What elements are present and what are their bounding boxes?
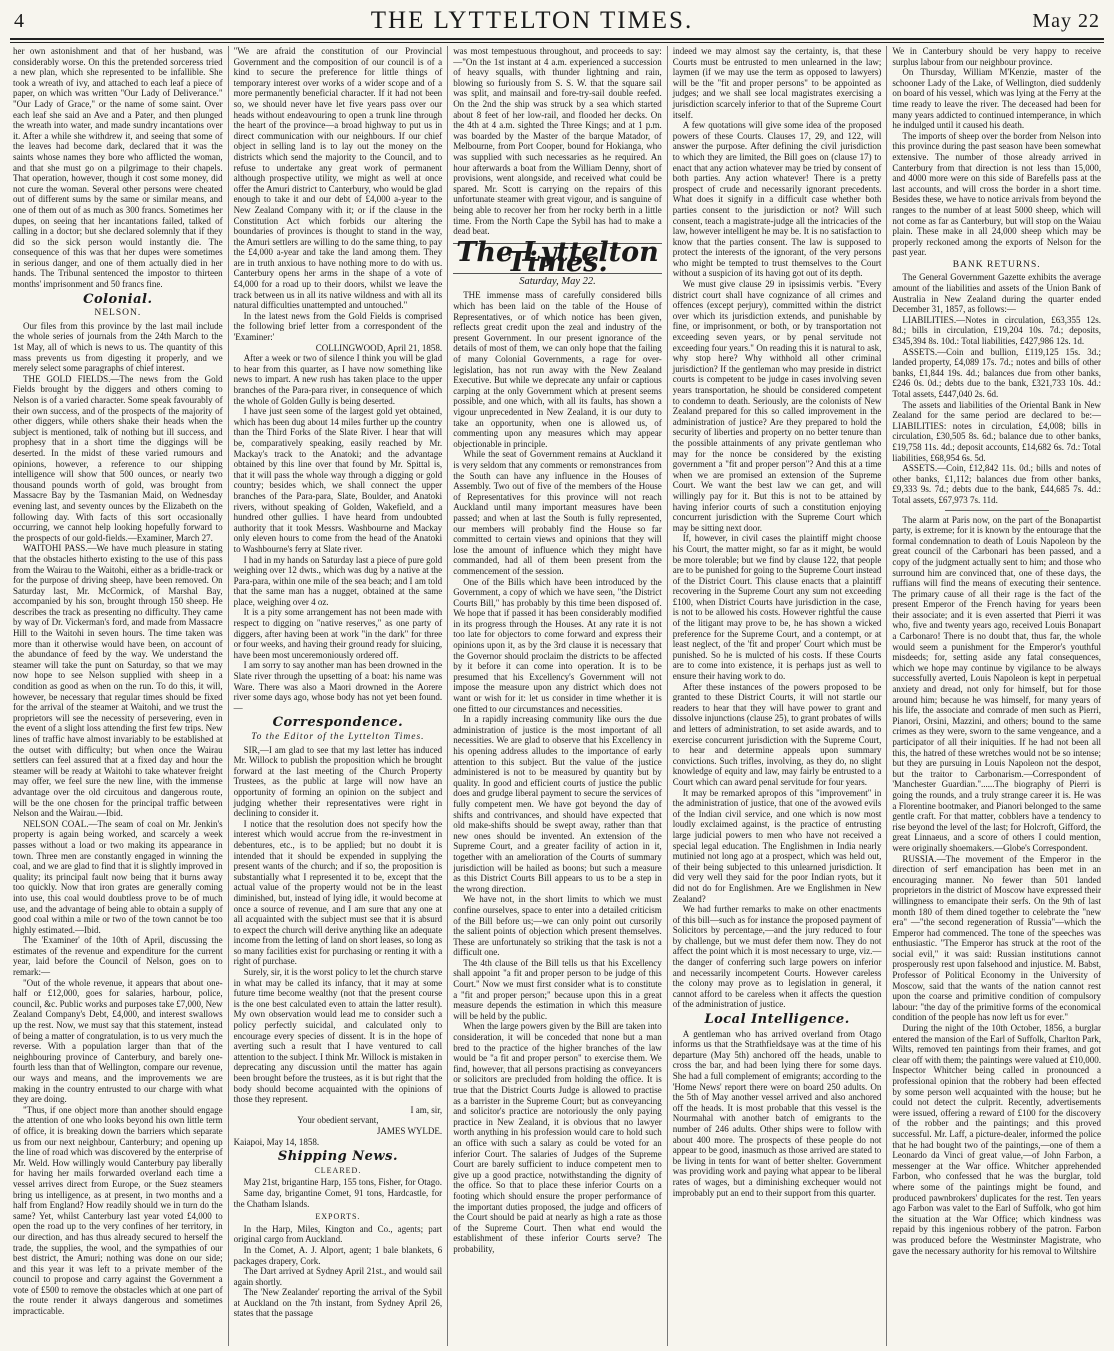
editorial-title: The Lyttelton Times. xyxy=(453,243,662,274)
paragraph: LIABILITIES.—Notes in circulation, £63,355 12s. 8d.; bills in circulation, £19,204 10s. 7d.; deposits, £345,394 8s. 10d.: Total liabilities, £427,986 12s. 1d. xyxy=(892,314,1101,347)
paragraph: THE immense mass of carefully considered bills which has been laid on the table of the House of Representatives, or of which notice has been given, reflects great credit upon the zeal and industry of the present Government. In our present ignorance of the details of most of them, we can only hope that the failing of many Colonial Governments, a rage for over-legislation, has not run away with the New Zealand Executive. But while we deprecate any unfair or captious carping at the only Government which at present seems possible, and one which, with all its faults, has shown a vigour unprecedented in New Zealand, it is our duty to take an opportunity, when one is allowed us, of commenting upon any measures which may appear objectionable in principle. xyxy=(453,290,662,449)
paragraph: Our files from this province by the last mail include the whole series of journals from the 24th March to the 1st May, all of which is news to us. The quantity of this mass prevents us from digesting it properly, and we merely select some paragraphs of chief interest. xyxy=(13,320,223,374)
paragraph: A gentleman who has arrived overland from Otago informs us that the Strathfieldsaye was at the time of his departure (May 5th) anchored off the heads, unable to cross the bar, and had been lying there for some days. She had a full complement of emigrants; according to the 'Home News' report there were on board 250 adults. On the 5th of May another vessel arrived and also anchored off the heads. It is most probable that this vessel is the Nourmahal with another batch of emigrants to the number of 246 adults. Other ships were to follow with about 400 more. The prospects of these people do not appear to be good, inasmuch as those arrived are stated to be living in tents for want of better shelter. Government was providing work and paying what appear to be liberal rates of wages, but a diminishing exchequer would not improbably put an end to their support from this quarter. xyxy=(672,1028,882,1198)
paragraph: was most tempestuous throughout, and proceeds to say:—"On the 1st instant at 4 a.m. experienced a succession of heavy squalls, with thunder lightning and rain, blowing so furiously from S. S. W. that the square sail was split, and mainsail and fore-try-sail double reefed. On the 2nd the ship was struck by a sea which started about 8 feet of her low-rail, and flooded her decks. On the 4th at 4 a.m. sighted the Three Kings; and at 1 p.m. was boarded by the Master of the barque Matador, of Melbourne, from Port Cooper, bound for Hokianga, who was supplied with such necessaries as he required. An hour afterwards a boat from the William Denny, short of provisions, went alongside, and received what could be spared. Mr. Scott is carrying on the repairs of this unfortunate steamer with great vigour, and is sanguine of being able to recover her from her rocky berth in a little time. From the North Cape the Sybil has had to make a dead beat. xyxy=(453,46,662,237)
paragraph: ASSETS.—Coin and bullion, £119,125 15s. 3d.; landed property, £4,089 17s. 7d.; notes and bills of other banks, £1,844 19s. 4d.; balances due from other banks, £246 0s. 0d.; debts due to the bank, £321,733 10s. 4d.: Total assets, £447,040 2s. 6d. xyxy=(892,346,1101,399)
paragraph: The 4th clause of the Bill tells us that his Excellency shall appoint "a fit and proper person to be judge of this Court." Now we must first consider what is to constitute a "fit and proper person;" because upon this in a great measure depends the estimation in which this measure will be held by the public. xyxy=(453,957,662,1021)
paragraph: May 21st, brigantine Harp, 155 tons, Fisher, for Otago. xyxy=(243,1177,442,1188)
paragraph: Surely, sir, it is the worst policy to let the church starve in what may be called its infancy, that it may at some future time become wealthy (not that the present course is the one best calculated even to attain the latter result). My own observation would lead me to consider such a policy perfectly suicidal, and calculated only to encourage every species of dissent. It is in the hope of averting such a result that I have ventured to call attention to the subject. I think Mr. Willock is mistaken in deprecating any discussion until the matter has again been brought before the trustees, as it is but right that the body should become acquainted with the opinions of those they represent. xyxy=(233,967,443,1105)
column-4 xyxy=(667,46,887,1346)
paragraph: A few quotations will give some idea of the proposed powers of these Courts. Clauses 17, 29, and 122, will answer the purpose. After defining the civil jurisdiction to which they are limited, the Bill goes on (clause 17) to enact that any action whatever may be tried by consent of both parties. Any action whatever! There is a pretty prospect of crude and necessarily ignorant precedents. What does it signify in a difficult case whether both parties consent to the jurisdiction or not? Will such consent, teach a magistrate-judge all the intricacies of the law, however intelligent he may be. It is no satisfaction to know that the parties consent. The law is supposed to protect the interests of the ignorant, of the very persons who might be tempted to trust themselves to the Court without a suspicion of its having got out of its depth. xyxy=(672,120,882,279)
separator-rule xyxy=(945,510,1049,511)
paragraph: "Thus, if one object more than another should engage the attention of one who looks beyond his own little term of office, it is breaking down the barriers which separate us from our next neighbour, Canterbury; and opening up the line of road which was discovered by the enterprise of Mr. Weld. How willingly would Canterbury pay liberally for having her mails forwarded overland each time a vessel arrives direct from Europe, or the Suez steamers bring us intelligence, as at present, in two months and a half from England? How readily should we in turn do the same? Yet, whilst Canterbury last year voted £4,000 to open the road up to the very confines of her territory, in our direction, and has thus already secured to herself the trade, the supplies, the wool, and the sympathies of our best district, the Amuri; nothing was done on our side; and this year it was left to a private member of the council to propose and carry against the Government a vote of £500 to remove the obstacles which at one part of the route render it always dangerous and sometimes impracticable. xyxy=(13,1104,223,1317)
paragraph: It is a pity some arrangement has not been made with respect to digging on "native reserves," as one party of diggers, after having been at work "in the dark" for three or four weeks, and having their ground ready for sluicing, have been most unceremoniously ordered off. xyxy=(233,607,443,660)
signature-line: COLLINGWOOD, April 21, 1858. xyxy=(315,342,443,353)
paragraph: In the Harp, Miles, Kington and Co., agents; part original cargo from Auckland. xyxy=(233,1223,443,1245)
paragraph: her own astonishment and that of her husband, was considerably worse. On this the pretended sorceress tried a new plan, which she represented to be infallible. She took a wreath of ivy, and attached to each leaf a piece of paper, on which was written "Our Lady of Deliverance." "Our Lady of Grace," or the name of some saint. Over each leaf she said an Ave and a Pater, and then plunged the wreath into water, and made sundry incantations over it. After a while she withdrew it, and seeing that some of the leaves had become dark, declared that it was the saints whose names they bore who afflicted the woman, and that she must go on a pilgrimage to their chapels. That operation, however, though it cost some money, did not cure the woman. Several other persons were cheated out of different sums by the same or similar means, and one of them out of as much as 300 francs. Sometimes her dupes, on seeing that her incantations failed, talked of calling in a doctor; but she declared solemnly that if they did so the sick person would instantly die. The consequence of this was that her dupes were sometimes in serious danger, and one of them actually died in her hands. The Tribunal sentenced the impostor to thirteen months' imprisonment and 50 francs fine. xyxy=(13,46,223,290)
paragraph: We had further remarks to make on other enactments of this bill—such as for instance the proposed payment of Solicitors by percentage,—and the jury reduced to four by challenge, but we must defer them now. They do not affect the point which it is most necessary to urge, viz.—the danger of conferring such large powers on inferior and necessarily incompetent Courts. However careless the colony may prove as to legislation in general, it cannot afford to be careless when it affects the question of the administration of justice. xyxy=(672,904,882,1010)
paragraph: We have not, in the short limits to which we must confine ourselves, space to enter into a detailed criticism of the Bill before us;—we can only point out cursorily the salient points of objection which present themselves. These are unfortunately so striking that the task is not a difficult one. xyxy=(453,894,662,958)
header-rule xyxy=(10,38,1104,40)
paragraph: SIR,—I am glad to see that my last letter has induced Mr. Willock to publish the proposition which he brought forward at the last meeting of the Church Property Trustees, as the public at large will now have an opportunity of forming an opinion on the subject and judging whether their representatives were right in declining to consider it. xyxy=(233,744,443,819)
paragraph: After a week or two of silence I think you will be glad to hear from this quarter, as I have now something like news to impart. A new rush has taken place to the upper branches of the Para-para river, in consequence of which the whole of Golden Gully is being deserted. xyxy=(233,353,443,406)
column-3 xyxy=(447,46,667,1346)
paragraph: The assets and liabilities of the Oriental Bank in New Zealand for the same period are declared to be:—LIABILITIES: notes in circulation, £4,008; bills in circulation, £30,505 8s. 6d.; balance due to other banks, £19,758 11s. 4d.; deposit accounts, £14,682 6s. 7d.: Total liabilities, £68,954 6s. 5d. xyxy=(892,399,1101,463)
paragraph: In a rapidly increasing community like ours the due administration of justice is the most important of all necessities. We are glad to observe that his Excellency in his opening address alludes to the importance of early attention to this subject. But the value of the justice administered is not to be measured by quantity but by quality. In good and efficient courts of justice the public does and grudge liberal payment to secure the services of fully competent men. We have got beyond the day of shifts and contrivances, and should have expected that old make-shifts should be swept away, rather than that new ones should be invented. An extension of the Supreme Court, and a greater facility of action in it, together with an amelioration of the Courts of summary jurisdiction will be hailed as boons; but such a measure as this District Courts Bill appears to us to be a step in the wrong direction. xyxy=(453,714,662,894)
small-heading: EXPORTS. xyxy=(315,1212,361,1222)
paragraph: In the latest news from the Gold Fields is comprised the following brief letter from a correspondent of the 'Examiner:' xyxy=(233,310,443,343)
paragraph: The 'Examiner' of the 10th of April, discussing the estimates of the revenue and expenditure for the current year, laid before the Council of Nelson, goes on to remark:— xyxy=(13,935,223,978)
paragraph: The 'New Zealander' reporting the arrival of the Sybil at Auckland on the 7th instant, from Sydney April 26, states that the passage xyxy=(233,1287,443,1319)
paragraph: I had in my hands on Saturday last a piece of pure gold weighing over 12 dwts., which was dug by a native at the Para-para, within one mile of the sea beach; and I am told that the same man has a nugget, obtained at the same place, weighing over 4 oz. xyxy=(233,554,443,607)
paragraph: I notice that the resolution does not specify how the interest which would accrue from the re-investment in debentures, etc., is to be applied; but no doubt it is intended that it should be expended in supplying the present wants of the church; and if so, the proposition is substantially what I represented it to be, except that the actual value of the property would not be in the least diminished, but, instead of lying idle, it would become at once a source of revenue, and I am sure that any one at all acquainted with the subject must see that it is absurd to expect the church will derive anything like an adequate income from the letting of land on short leases, so long as so many facilities exist for purchasing or renting it with a right of purchase. xyxy=(233,818,443,967)
paragraph: NELSON COAL.—The seam of coal on Mr. Jenkin's property is again being worked, and scarcely a week passes without a load or two making its appearance in town. Three men are constantly engaged in winning the coal, and we are glad to find that it is slightly improved in quality; its principal fault now being that it burns away too quickly. Now that iron grates are generally coming into use, this coal would doubtless prove to be of much use, and the advantage of being able to obtain a supply of good coal within a mile or two of the town cannot be too highly estimated.—Ibid. xyxy=(13,818,223,935)
paragraph: During the night of the 10th October, 1856, a burglar entered the mansion of the Earl of Suffolk, Charlton Park, Wilts, removed ten paintings from their frames, and got clear off with them; the paintings were valued at £10,000. Inspector Whitcher being called in pronounced a professional opinion that the robbery had been effected by some person well acquainted with the house; but he could not detect the culprit. Recently, advertisements were issued, offering a reward of £100 for the discovery of the robber and the paintings; and this proved successful. Mr. Laff, a picture-dealer, informed the police that he had bought two of the paintings,—one of them a Leonardo da Vinci of great value,—of John Farbon, a messenger at the War office. Whitcher apprehended Farbon, who confessed that he was the burglar, told where some of the paintings might be found, and produced pawnbrokers' duplicates for the rest. Ten years ago Farbon was valet to the Earl of Suffolk, who got him the situation at the War Office; which kindness was repaid by this ingenious robbery of the patron. Farbon was produced before the Westminster Magistrate, who gave the necessary authority for his removal to Wiltshire xyxy=(892,1023,1101,1256)
paragraph: The imports of sheep over the border from Nelson into this province during the past season have been somewhat extensive. The number of those already arrived in Canterbury from that direction is not less than 15,000, and 4000 more were on this side of Barefells pass at the last accounts, and will cross the border in a short time. Besides these, we have to notice arrivals from beyond the ranges to the number of at least 5000 sheep, which will not come as far as Canterbury, but will stop on the Waiau plain. These make in all 24,000 sheep which may be properly reckoned among the exports of Nelson for the past year. xyxy=(892,130,1101,258)
small-heading: CLEARED. xyxy=(314,1165,362,1175)
subheading: BANK RETURNS. xyxy=(952,259,1041,270)
paragraph: "We are afraid the constitution of our Provincial Government and the composition of our council is of a kind to secure the preference for little things of temporary interest over works of a wider scope and of a more permanently beneficial character. If it had not been so, we should never have let five years pass over our heads without endeavouring to open a trunk line through the heart of the province—a broad highway to put us in direct communication with our neighbours. If our chief object in selling land is to lay out the money on the districts which send the majority to the Council, and to refuse to undertake any great work of permanent although prospective utility, we might as well at once offer the Amuri district to Canterbury, who would be glad enough to take it and our debt of £4,000 a-year to the New Zealand Company with it; or if the clause in the Constitution Act which forbids our altering the boundaries of provinces is thought to stand in the way, the Amuri settlers are willing to do the same thing, to pay the £4,000 a-year and take the land among them. They are in truth anxious to have nothing more to do with us. Canterbury opens her arms in the shape of a vote of £4,000 for a road up to their doors, whilst we leave the track between us in all its native wildness and with all its natural difficulties unattempted and untouched." xyxy=(233,46,443,311)
paragraph: indeed we may almost say the certainty, is, that these Courts must be entrusted to men unlearned in the law; laymen (if we may use the term as opposed to lawyers) will be the "fit and proper persons" to be appointed as judges; and we shall see local magistrates exercising a jurisdiction scarcely inferior to that of the Supreme Court itself. xyxy=(672,46,882,120)
paragraph: While the seat of Government remains at Auckland it is very seldom that any comments or remonstrances from the South can have any influence in the Houses of Assembly. Two out of five of the members of the House of Representatives for this province will not reach Auckland until many important measures have been passed; and when at last the South is fully represented, our members will probably find the House so far committed to certain views and opinions that they will lose the amount of influence which they might have commanded, had all of them been present from the commencement of the session. xyxy=(453,449,662,576)
column-2 xyxy=(228,46,448,1346)
paragraph: The General Government Gazette exhibits the average amount of the liabilities and assets of the Union Bank of Australia in New Zealand during the quarter ended December 31, 1857, as follows:— xyxy=(892,272,1101,315)
paragraph: RUSSIA.—The movement of the Emperor in the direction of serf emancipation has been met in an encouraging manner. No fewer than 501 landed proprietors in the district of Moscow have expressed their willingness to emancipate their serfs. On the 9th of last month 180 of them dined together to celebrate the "new era" —"the second regeneration of Russia"—which the Emperor had commenced. The tone of the speeches was enthusiastic. "The Emperor has struck at the root of the social evil," it was said: Russian institutions cannot prosperously rest upon falsehood and injustice. M. Babst, Professor of Political Economy in the University of Moscow, said that the wants of the nation cannot rest upon the coarse and primitive condition of compulsory labour: "the day of the primitive forms of the economical condition of the people has now left us for ever." xyxy=(892,853,1101,1023)
section-heading: Local Intelligence. xyxy=(704,1012,850,1028)
signature-line: I am, sir, xyxy=(410,1104,443,1115)
paragraph: We must give clause 29 in ipsissimis verbis. "Every district court shall have cognizance of all crimes and offences (except perjury), committed within the district over which its jurisdiction extends, and punishable by fine, or imprisonment, or both, or by transportation not exceeding seven years, or by penal servitude not exceeding four years." On reading this it is natural to ask, why stop here? Why withhold all other criminal jurisdiction? If the gentleman who may preside in district courts is competent to be judge in cases involving seven years transportation, he should be considered competent to condemn to death. Seriously, are the colonists of New Zealand prepared for this so called improvement in the administration of justice? Are they prepared to hold the security of liberties and property on no better tenure than the possible attainments of any private gentleman who may for the nonce be considered by the existing government a "fit and proper person"? And this at a time when we are promised an extension of the Supreme Court. We want the best law we can get, and will willingly pay for it. But this is not to be attained by having inferior courts of such a constitution enjoying concurrent jurisdiction with the Supreme Court which may be sitting next door. xyxy=(672,279,882,533)
signature-line: Your obedient servant, xyxy=(297,1115,379,1126)
section-heading: Colonial. xyxy=(83,291,153,307)
paragraph: If, however, in civil cases the plaintiff might choose his Court, the matter might, so far as it might, be would be more tolerable; but we find by clause 122, that people are to be punished for going to the Supreme Court instead of the District Court. This clause enacts that a plaintiff recovering in the Supreme Court any sum not exceeding £100, when District Courts have jurisdiction in the case, is not to be allowed his costs. However rightful the cause of the litigant may prove to be, he has shown a wicked preference for the Supreme Court, and a contempt, or at least neglect, of the 'fit and proper' Court which must be punished. So he is mulcted of his costs. If these Courts are to come into existence, it is perhaps just as well to ensure their having work to do. xyxy=(672,533,882,682)
paragraph: The Dart arrived at Sydney April 21st., and would sail again shortly. xyxy=(233,1266,443,1287)
paragraph: I have just seen some of the largest gold yet obtained, which has been dug about 14 miles further up the country than the Third Forks of the Slate River. I hear that will be, comparatively speaking, easily reached by Mr. Mackay's track to the Anatoki; and the advantage obtained by this line over that found by Mr. Spittal is, that it will pass the whole way through a digging or gold country; besides which, we shall connect the upper branches of the Para-para, Slate, Boulder, and Anatoki rivers, without speaking of Golden, Wakefield, and a hundred other gullies. I have heard from undoubted authority that it took Messrs. Washbourne and Mackay only eleven hours to come from the head of the Anatoki to Washbourne's ferry at Slate river. xyxy=(233,406,443,554)
subheading: NELSON. xyxy=(94,308,142,319)
paragraph: Kaiapoi, May 14, 1858. xyxy=(233,1136,320,1147)
paragraph: I am sorry to say another man has been drowned in the Slate river through the upsetting of a boat: his name was Ware. There was also a Maori drowned in the Aorere river some days ago, whose body has not yet been found.— xyxy=(233,660,443,713)
masthead xyxy=(14,6,1100,36)
paragraph: The alarm at Paris now, on the part of the Bonapartist party, is extreme; for it is known by the entourage that the formal condemnation to death of Louis Napoleon by the great council of the Carbonari has been passed, and a copy of the judgment actually sent to him; and those who surround him are convinced that, one of these days, the ruffians will find the means of executing their sentence. The primary cause of all their rage is the fact of the present Emperor of the French having for years been their associate; and it is even asserted that Pierri it was who, five and twenty years ago, received Louis Bonapart a Carbonaro! There is no doubt that, thus far, the whole would seem a punishment for the Emperor's youthful misdeeds; for, setting aside any fatal consequences, which we hope may continue by vigilance to be always successfully averted, Louis Napoleon is kept in perpetual anxiety and dread, not only for himself, but for those around him; because he was himself, for many years of his life, the associate and comrade of men such as Pierri, Pianori, Orsini, Mazzini, and others; bound to the same crimes as they were, sworn to the same vengeance, and a participator of all their iniquities. If he had not been all this, the hatred of these wretches would not be so intense; but they are pursuing in Louis Napoleon not the despot, but the traitor to Carbonarism.—Correspondent of 'Manchester Guardian."......The biography of Pierri is going the rounds, and a truly strange career it is. He was a Florentine bootmaker, and Pianori belonged to the same gentle craft. For that matter, cobblers have a tendency to rise beyond the level of the last; for Holcroft, Gifford, the great Linnaeus, and a score of others I could mention, were originally shoemakers.—Globe's Correspondent. xyxy=(892,514,1101,853)
paragraph: One of the Bills which have been introduced by the Government, a copy of which we have seen, "the District Courts Bill," has probably by this time been disposed of. We hope that if passed it has been considerably modified in its progress through the Houses. At any rate it is not too late for objectors to come forward and express their opinions upon it, as by the 3rd clause it is necessary that the Governor should proclaim the districts to be affected by it before it can come into operation. It is to be presumed that his Excellency's Government will not impose the measure upon any district which does not want or wish for it: let us consider in time whether it is one fitted to our circumstances and necessities. xyxy=(453,576,662,714)
column-1 xyxy=(8,46,228,1346)
paragraph: "Out of the whole revenue, it appears that about one-half or £12,000, goes for salaries, harbour, police, council, &c. Public works and purposes take £7,000, New Zealand Company's Debt, £4,000, and interest swallows up the rest. Now, we must say that this statement, instead of being a matter of congratulation, is to us very much the reverse. With a population larger than that of the neighbouring province of Canterbury, and barely one-fourth less than that of Wellington, compare our revenue, our ways and means, and the improvements we are making in the country entrusted to our charge with what they are doing. xyxy=(13,977,223,1105)
paragraph: When the large powers given by the Bill are taken into consideration, it will be conceded that none but a man bred to the practice of the higher branches of the law would be "a fit and proper person" to exercise them. We find, however, that all persons practising as conveyancers or solicitors are precluded from holding the office. It is true that the District Courts Judge is allowed to practise as a barrister in the Supreme Court; but as conveyancing and solicitor's practice are notoriously the only paying practice in New Zealand, it is obvious that no lawyer worth anything in his profession would care to hold such an office with such a salary as could be voted for an inferior Court. The salaries of Judges of the Supreme Court are barely sufficient to induce competent men to give up a good practice, notwithstanding the dignity of the office. So that to place these inferior Courts on a footing which should ensure the proper performance of the important duties proposed, the judge and officers of the Court should be paid at nearly as high a rate as those of the Supreme Court. Then what end would the establishment of these inferior Courts serve? The probability, xyxy=(453,1021,662,1254)
paragraph: After these instances of the powers proposed to be granted to these District Courts, it will not startle our readers to hear that they will have power to grant and dissolve injunctions (clause 25), to grant probates of wills and letters of administration, to set aside awards, and to exercise concurrent jurisdiction with the Supreme Court, to hear and determine appeals upon summary convictions. Such trifles, involving, as they do, no slight knowledge of equity and law, may fairly be entrusted to a Court which can award penal servitude for four years. xyxy=(672,681,882,787)
columns xyxy=(8,46,1106,1346)
paragraph: ASSETS.—Coin, £12,842 11s. 0d.; bills and notes of other banks, £1,112; balances due from other banks, £9,333 9s. 7d.; debts due to the bank, £44,685 7s. 4d.: Total assets, £67,973 7s. 11d. xyxy=(892,463,1101,505)
column-5 xyxy=(886,46,1106,1346)
paragraph: THE GOLD FIELDS.—The news from the Gold Fields brought by the diggers and others coming to Nelson is of a varied character. Some speak favourably of their own success, and of the prospects of the majority of other diggers, while others shake their heads when the subject is mentioned, talk of nothing but ill success, and prophesy that in a short time the diggings will be deserted. In the midst of these varied rumours and opinions, however, a reference to our shipping intelligence will show that 500 ounces, or nearly two thousand pounds worth of gold, was brought from Massacre Bay by the Tasmanian Maid, on Wednesday evening last, and seventy ounces by the Elizabeth on the following day. With facts of this sort occasionally occurring, we cannot help looking hopefully forward to the prospects of our gold-fields.—Examiner, March 27. xyxy=(13,373,223,543)
paragraph: We in Canterbury should be very happy to receive surplus labour from our neighbour province. xyxy=(892,46,1101,67)
paragraph: It may be remarked apropos of this "improvement" in the administration of justice, that one of the avowed evils of the Indian civil service, and one which is now most loudly exclaimed against, is the practice of entrusting large judicial powers to men who have not received a special legal education. The Englishmen in India nearly mutinied not long ago at a prospect, which was held out, of their being subjected to this unlearned jurisdiction. It did very well they said for the poor Indian ryots, but it did not do for Englishmen. Are we Englishmen in New Zealand? xyxy=(672,787,882,904)
newspaper-title: THE LYTTELTON TIMES. xyxy=(370,7,694,34)
issue-date: May 22 xyxy=(1032,9,1100,32)
paragraph: On Thursday, William M'Kenzie, master of the schooner Lady of the Lake, of Wellington, died suddenly on board of his vessel, which was lying at the Ferry at the time ready to leave the river. The deceased had been for many years addicted to continued intemperance, in which he indulged until it caused his death. xyxy=(892,67,1101,131)
signature-line: JAMES WYLDE. xyxy=(376,1125,443,1136)
subheading: To the Editor of the Lyttelton Times. xyxy=(251,732,425,742)
paragraph: WAITOHI PASS.—We have much pleasure in stating that the obstacles hitherto existing to the use of this pass from the Wairau to the Waitohi, either as a bridle-track or for the purpose of driving sheep, have been removed. On Saturday last, Mr. McCormick, of Marshal Bay, accompanied by his son, brought through 150 sheep. He describes the track as presenting no difficulty. They came by way of Dr. Vickerman's ford, and made from Massacre Hill to the Waitohi in seven hours. The time taken was more than it otherwise would have been, on account of the abundance of feed by the way. We understand the steamer will take the punt on Saturday, so that we may now hope to see Nelson supplied with sheep in a condition as good as when on the run. To do this, it will, however, be necessary that regular times should be fixed for the arrival of the steamer at Waitohi, and we trust the proprietors will see the necessity of persevering, even in the event of a slight loss attending the first few trips. New lines of traffic have almost invariably to be established at the outset with difficulty; but when once the Wairau settlers can feel assured that at a fixed day and hour the steamer will be ready at Waitohi to take whatever freight may offer, we feel sure the new line, with the immense advantage over the old circuitous and dangerous route, will be the one chosen for the principal traffic between Nelson and the Wairau.—Ibid. xyxy=(13,543,223,819)
section-heading: Shipping News. xyxy=(277,1149,398,1165)
paragraph: In the Comet, A. J. Alport, agent; 1 bale blankets, 6 packages drapery, Cork. xyxy=(233,1244,443,1266)
section-heading: Correspondence. xyxy=(272,715,404,731)
paragraph: Same day, brigantine Comet, 91 tons, Hardcastle, for the Chatham Islands. xyxy=(233,1187,443,1209)
header-rule-thin xyxy=(10,42,1104,43)
page-number: 4 xyxy=(14,9,24,32)
editorial-date: Saturday, May 22. xyxy=(519,275,596,287)
